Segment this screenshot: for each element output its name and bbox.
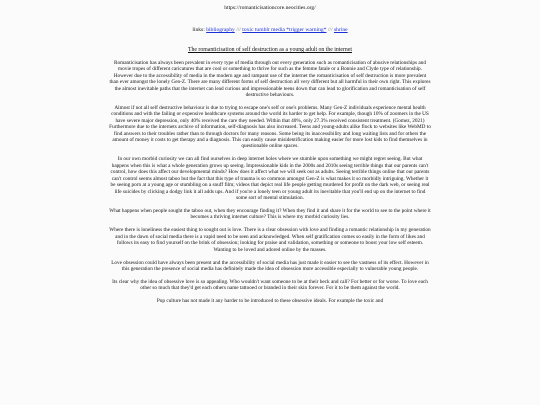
article-paragraph: Romanticisation has always been prevalent in every type of media through out every generation such as romanticisation of abusive relationships and movie tropes of different caricatures that are cool or something to thrive for such as the femme fatale or a Bonnie and Clyde type of relationship. However due to the accessibility of media in the modern age and rampant use of the internet the romanticisation of self destruction is more prevalent than ever amongst the lonely Gen-Z. There are many different forms of self destruction all very different but all harmful in their own right. This explores the almost inevitable paths that the internet can lead curious and impressionable teens down that can lead to glorification and romanticisation of self destructive behaviours. [109,60,431,99]
site-url: https://romanticisationcore.neocities.org/ [224,5,316,11]
article-title: The romanticisation of self destruction as a young adult on the internet [187,47,353,53]
article-paragraph: Pop culture has not made it any harder to be introduced to these obsessive ideals. For example the toxic and [156,298,384,305]
article-paragraph: What happens when people sought the taboo out, when they encourage finding it? When they find it and share it for the world to see to the point where it becomes a thriving internet culture? This is where my morbid curiosity lies. [109,207,431,221]
article [109,47,431,311]
article-paragraph: Where there is loneliness the easiest thing to sought out is love. There is a clear obsession with love and finding a romantic relationship in my generation and in the dawn of social media there is a vapid need to be seen and acknowledged. When self gratification comes so easily in the form of likes and follows its easy to find yourself on the brink of obsession; looking for praise and validation, something or someone to boost your low self esteem. Wanting to be loved and adored online by the masses. [109,227,431,253]
article-paragraph: Its clear why the idea of obsessive love is so appealing. Who wouldn't want someone to be at their beck and call? For better or for worse. To love each other so much that they'd get each others name tattooed or branded in their skin forever. For it to be them against the world. [112,278,428,292]
nav-separator: /// [327,27,333,33]
article-paragraph: In our own morbid curiosity we can all find ourselves in deep internet holes where we stumble upon something we might regret seeing. But what happens when this is what a whole generation grows up seeing. Impressionable kids in the 2000s and 2010s seeing terrible things that our parents can't control, how does this affect our developmental minds? How does it affect what we will seek out as adults. Seeing terrible things online that our parents can't control seems almost taboo but the fact that this type of trauma is so common amongst Gen-Z is what makes it so morbidly intriguing. Whether it be seeing porn at a young age or stumbling on a snuff film; videos that depict real life people getting murdered for profit on the dark web, or seeing real life suicides by clicking a dodgy link it all adds ups. And if you're a lonely teen or young adult its inevitable that you'll end up on the internet to find some sort of mental stimulation. [110,156,430,201]
bibliography-link[interactable]: bibliography [206,27,235,33]
shrine-link[interactable]: shrine [333,27,348,33]
nav-links-label: links: [192,27,205,33]
toxic-tumblr-media-link[interactable]: toxic tumblr media *trigger warning* [242,27,327,33]
article-paragraph: Almost if not all self destructive behaviour is due to trying to escape one's self or one's problems. Many Gen-Z individuals experience mental health conditions and with the failing or expensive healthcare systems around the world its harder to get help. For example, though 10% of zoomers in the US have severe major depression, only 40% received the care they needed. Within that 40%, only 27.3% received consistent treatment. (Gomez, 2021) Furthermore due to the internets archive of information, self-diagnosis has also increased. Teens and young-adults alike flock to websites like WebMD to find answers to their troubles rather than to through doctors for many reasons. Some being its inaccessibility and long waiting lists and for others the amount of money it costs to get therapy and a diagnosis. This can easily cause misidentification making easier for more lost kids to find themselves in questionable online spaces. [109,105,431,150]
nav-separator: /// [236,27,241,33]
nav-links [0,27,540,34]
article-paragraph: Love obsession could have always been present and the accessibility of social media has just made it easier to see the vastness of its effect. However in this generation the presence of social media has definitely made the idea of obsession more accessible especially to vulnerable young people. [111,259,429,272]
